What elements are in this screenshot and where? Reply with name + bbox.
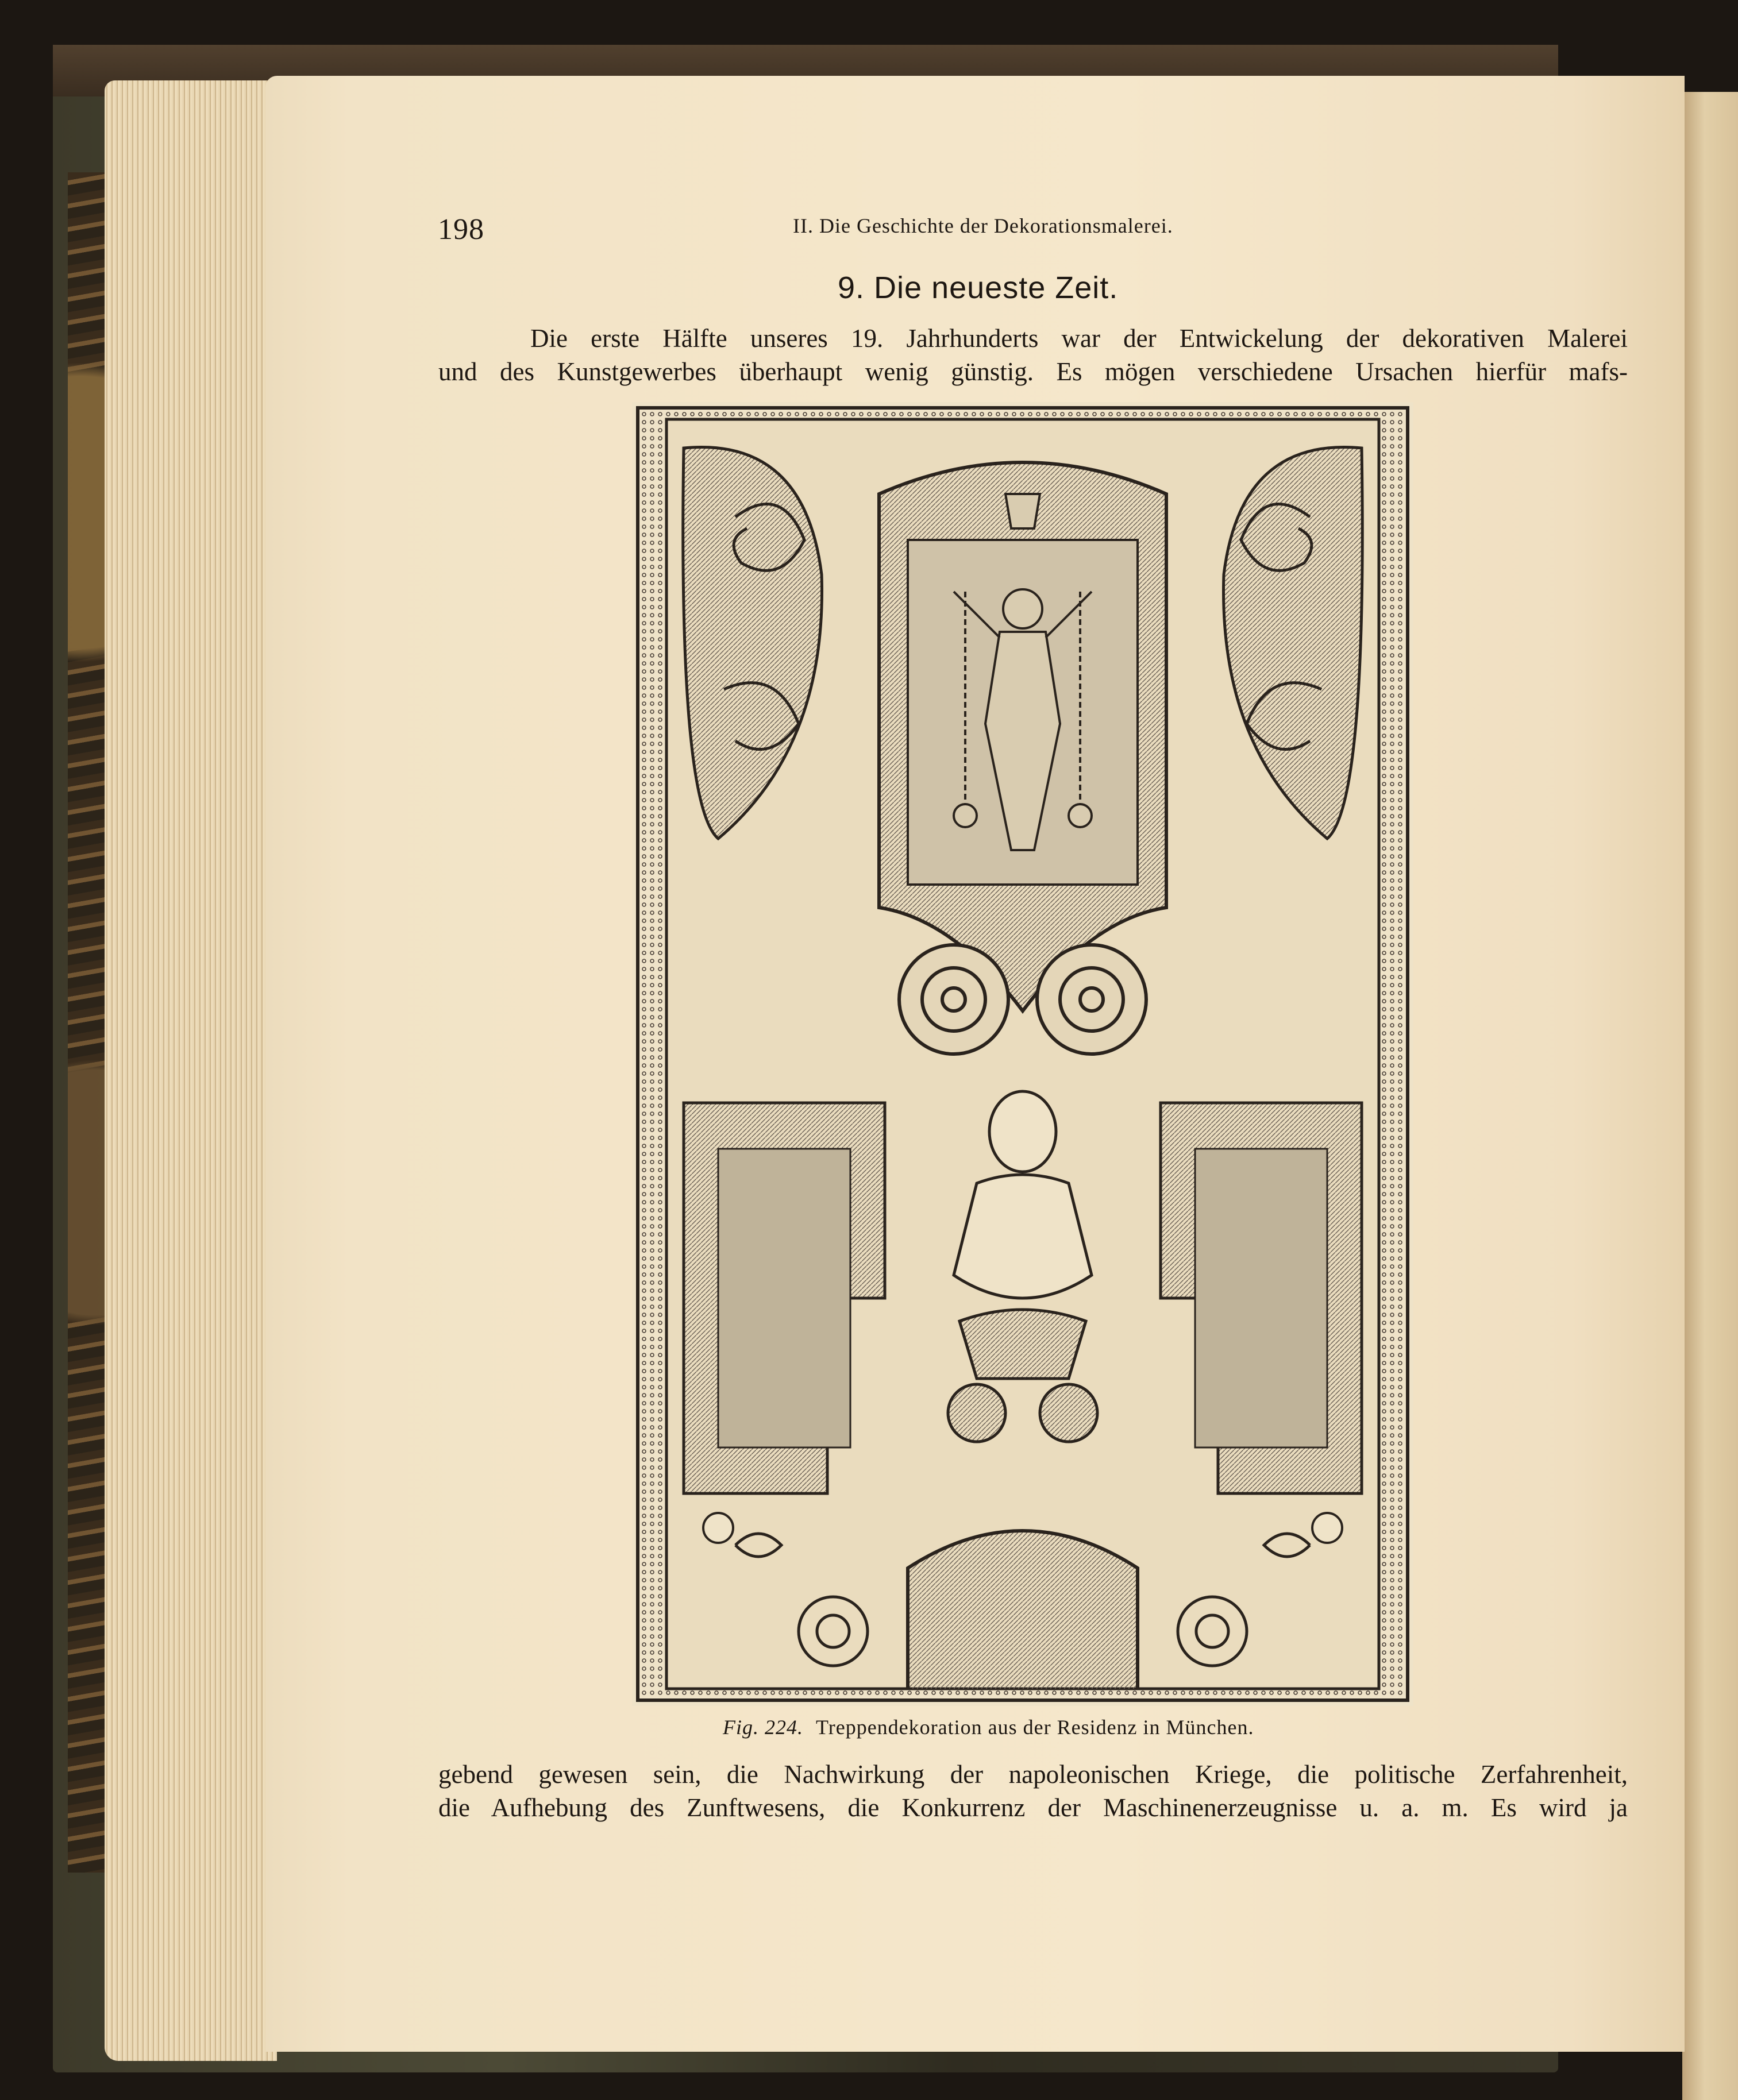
paragraph-top-line-1: Die erste Hälfte unseres 19. Jahrhunderts war der Entwickelung der dekorativen Malerei [530,324,1628,353]
page-number: 198 [438,213,484,246]
lower-left-figure-field [718,1149,850,1447]
paragraph-top-line-2: und des Kunstgewerbes überhaupt wenig günstig. Es mögen verschiedene Ursachen hierfür mafs- [438,357,1628,386]
paragraph-bottom-line-1: gebend gewesen sein, die Nachwirkung der napoleonischen Kriege, die politische Zerfahrenheit, [438,1760,1628,1789]
figure-label: Fig. 224. [723,1716,803,1739]
paragraph-bottom [438,1758,1628,1824]
section-title: 9. Die neueste Zeit. [838,271,1119,305]
lower-arch [908,1531,1138,1689]
figure-caption [723,1715,1254,1739]
marbled-page-edge [68,172,108,1873]
paragraph-bottom-line-2: die Aufhebung des Zunftwesens, die Konkurrenz der Maschinenerzeugnisse u. a. m. Es wird ja [438,1793,1628,1822]
figure-caption-text: Treppendekoration aus der Residenz in München. [816,1716,1254,1739]
paragraph-top [438,322,1628,388]
page-stack-edges [105,80,277,2061]
facing-page-edge [1682,92,1738,2100]
ornamental-panel-illustration [632,402,1413,1706]
engraving-figure [632,402,1413,1706]
running-head: II. Die Geschichte der Dekorationsmalerei. [793,214,1173,237]
lower-right-figure-field [1195,1149,1327,1447]
